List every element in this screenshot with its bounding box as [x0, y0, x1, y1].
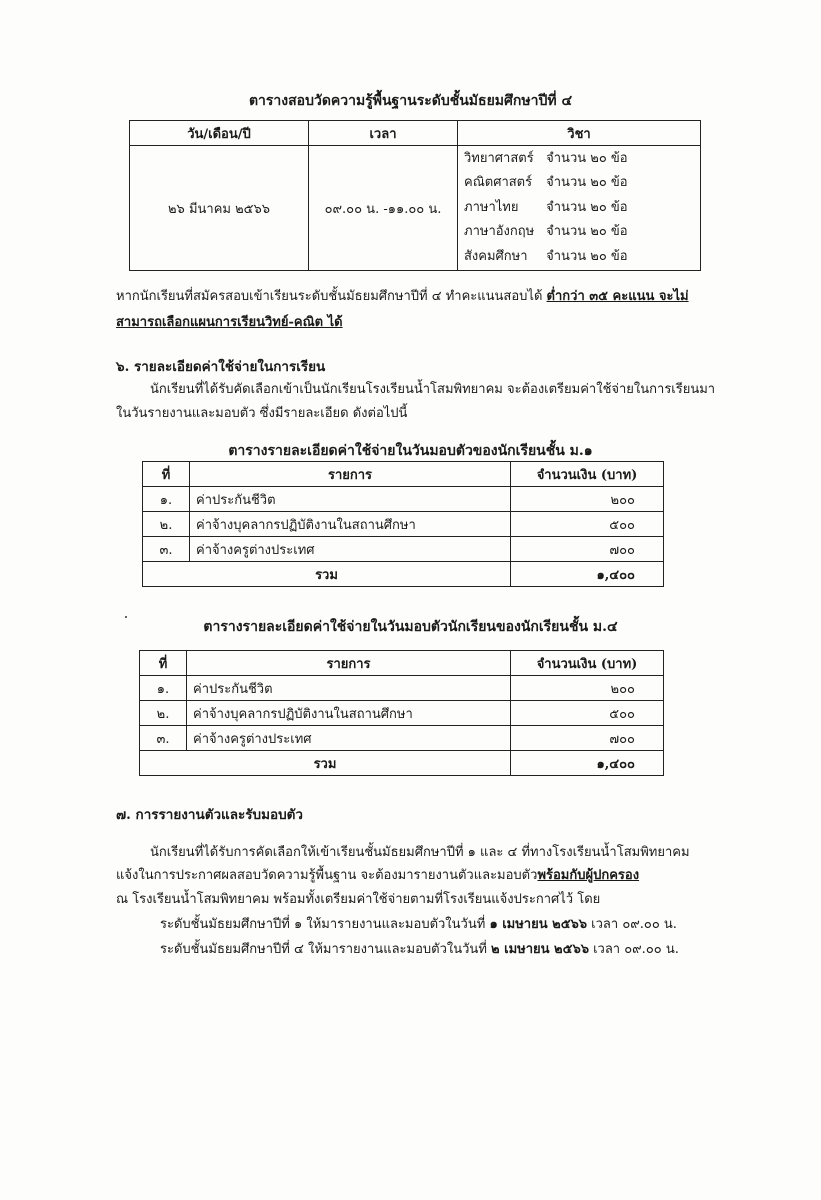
total-label: รวม [143, 562, 511, 587]
column-header: ที่ [143, 462, 190, 487]
exam-table-title: ตารางสอบวัดความรู้พื้นฐานระดับชั้นมัธยมศึกษาปีที่ ๔ [248, 93, 573, 109]
column-header: จำนวนเงิน (บาท) [511, 651, 664, 676]
m1-schedule-date: ๑ เมษายน ๒๕๖๖ [489, 917, 588, 932]
section-6-line-2: ในวันรายงานและมอบตัว ซึ่งมีรายละเอียด ดังต่อไปนี้ [116, 406, 408, 421]
m4-schedule-date: ๒ เมษายน ๒๕๖๖ [491, 942, 589, 957]
subject-count: จำนวน ๒๐ ข้อ [546, 224, 628, 240]
note-line-2: สามารถเลือกแผนการเรียนวิทย์-คณิต ได้ [116, 315, 343, 330]
section-6-line-1: นักเรียนที่ได้รับคัดเลือกเข้าเป็นนักเรียนโรงเรียนน้ำโสมพิทยาคม จะต้องเตรียมค่าใช้จ่ายในการเรียนมา [150, 382, 716, 397]
subject-count: จำนวน ๒๐ ข้อ [546, 150, 628, 166]
m1-report-schedule [160, 913, 677, 937]
subject-count: จำนวน ๒๐ ข้อ [546, 175, 628, 191]
section-7-line-2 [116, 864, 639, 888]
column-header: เวลา [309, 121, 458, 146]
total-label: รวม [140, 751, 511, 776]
fee-table-m4 [139, 650, 664, 776]
list-item [464, 196, 694, 221]
row-item: ค่าจ้างบุคลากรปฏิบัติงานในสถานศึกษา [190, 512, 511, 537]
table-row [143, 512, 664, 537]
row-number: ๒. [143, 512, 190, 537]
row-number: ๓. [140, 726, 187, 751]
table-row [143, 537, 664, 562]
subject-name: วิทยาศาสตร์ [464, 150, 534, 166]
subject-count: จำนวน ๒๐ ข้อ [546, 199, 628, 215]
row-number: ๑. [140, 676, 187, 701]
subject-name: ภาษาไทย [464, 199, 519, 215]
subject-list [458, 146, 701, 271]
section-7-heading: ๗. การรายงานตัวและรับมอบตัว [116, 807, 304, 823]
row-item: ค่าจ้างครูต่างประเทศ [190, 537, 511, 562]
row-item: ค่าจ้างบุคลากรปฏิบัติงานในสถานศึกษา [187, 701, 511, 726]
column-header: วิชา [458, 121, 701, 146]
fee-table-m1-title: ตารางรายละเอียดค่าใช้จ่ายในวันมอบตัวของนักเรียนชั้น ม.๑ [228, 443, 593, 459]
subject-name: คณิตศาสตร์ [464, 175, 533, 191]
list-item [464, 147, 694, 172]
m4-report-schedule [160, 938, 679, 962]
total-amount: ๑,๔๐๐ [511, 562, 664, 587]
column-header: ที่ [140, 651, 187, 676]
exam-date: ๒๖ มีนาคม ๒๕๖๖ [130, 146, 309, 271]
row-amount: ๒๐๐ [511, 487, 664, 512]
note-emphasis: ต่ำกว่า ๓๕ คะแนน จะไม่ [546, 289, 689, 304]
table-header-row [130, 121, 701, 146]
row-amount: ๗๐๐ [511, 726, 664, 751]
row-number: ๓. [143, 537, 190, 562]
section-7-line-1: นักเรียนที่ได้รับการคัดเลือกให้เข้าเรียนชั้นมัธยมศึกษาปีที่ ๑ และ ๔ ที่ทางโรงเรียนน้ำโสมพิทยาคม [150, 845, 690, 860]
column-header: รายการ [187, 651, 511, 676]
row-amount: ๗๐๐ [511, 537, 664, 562]
row-number: ๒. [140, 701, 187, 726]
table-header-row [143, 462, 664, 487]
section-7-line-2-text: แจ้งในการประกาศผลสอบวัดความรู้พื้นฐาน จะต้องมารายงานตัวและมอบตัว [116, 868, 538, 883]
list-item [464, 245, 694, 270]
column-header: จำนวนเงิน (บาท) [511, 462, 664, 487]
column-header: รายการ [190, 462, 511, 487]
table-row [130, 146, 701, 271]
row-item: ค่าประกันชีวิต [190, 487, 511, 512]
row-item: ค่าประกันชีวิต [187, 676, 511, 701]
m4-schedule-text: ระดับชั้นมัธยมศึกษาปีที่ ๔ ให้มารายงานและมอบตัวในวันที่ [160, 942, 492, 957]
total-amount: ๑,๔๐๐ [511, 751, 664, 776]
section-6-heading: ๖. รายละเอียดค่าใช้จ่ายในการเรียน [116, 359, 326, 375]
list-item [464, 171, 694, 196]
table-row [140, 726, 664, 751]
m1-schedule-time: เวลา ๐๙.๐๐ น. [587, 917, 677, 932]
note-line-1 [116, 285, 689, 309]
subject-name: สังคมศึกษา [464, 248, 528, 264]
m4-schedule-time: เวลา ๐๙.๐๐ น. [588, 942, 679, 957]
table-row [140, 676, 664, 701]
row-item: ค่าจ้างครูต่างประเทศ [187, 726, 511, 751]
row-number: ๑. [143, 487, 190, 512]
table-total-row [140, 751, 664, 776]
fee-table-m1 [142, 461, 664, 587]
note-text: หากนักเรียนที่สมัครสอบเข้าเรียนระดับชั้นมัธยมศึกษาปีที่ ๔ ทำคะแนนสอบได้ [116, 289, 547, 304]
row-amount: ๒๐๐ [511, 676, 664, 701]
table-row [143, 487, 664, 512]
m1-schedule-text: ระดับชั้นมัธยมศึกษาปีที่ ๑ ให้มารายงานและมอบตัวในวันที่ [160, 917, 490, 932]
list-item [464, 220, 694, 245]
section-7-line-3: ณ โรงเรียนน้ำโสมพิทยาคม พร้อมทั้งเตรียมค่าใช้จ่ายตามที่โรงเรียนแจ้งประกาศไว้ โดย [116, 892, 601, 907]
table-header-row [140, 651, 664, 676]
exam-time: ๐๙.๐๐ น. -๑๑.๐๐ น. [309, 146, 458, 271]
table-total-row [143, 562, 664, 587]
subject-name: ภาษาอังกฤษ [464, 224, 535, 240]
column-header: วัน/เดือน/ปี [130, 121, 309, 146]
subject-count: จำนวน ๒๐ ข้อ [546, 248, 628, 264]
table-row [140, 701, 664, 726]
section-7-emphasis: พร้อมกับผู้ปกครอง [537, 868, 640, 883]
fee-table-m4-title: ตารางรายละเอียดค่าใช้จ่ายในวันมอบตัวนักเรียนของนักเรียนชั้น ม.๔ [203, 619, 618, 635]
row-amount: ๕๐๐ [511, 512, 664, 537]
exam-table [129, 120, 701, 271]
row-amount: ๕๐๐ [511, 701, 664, 726]
